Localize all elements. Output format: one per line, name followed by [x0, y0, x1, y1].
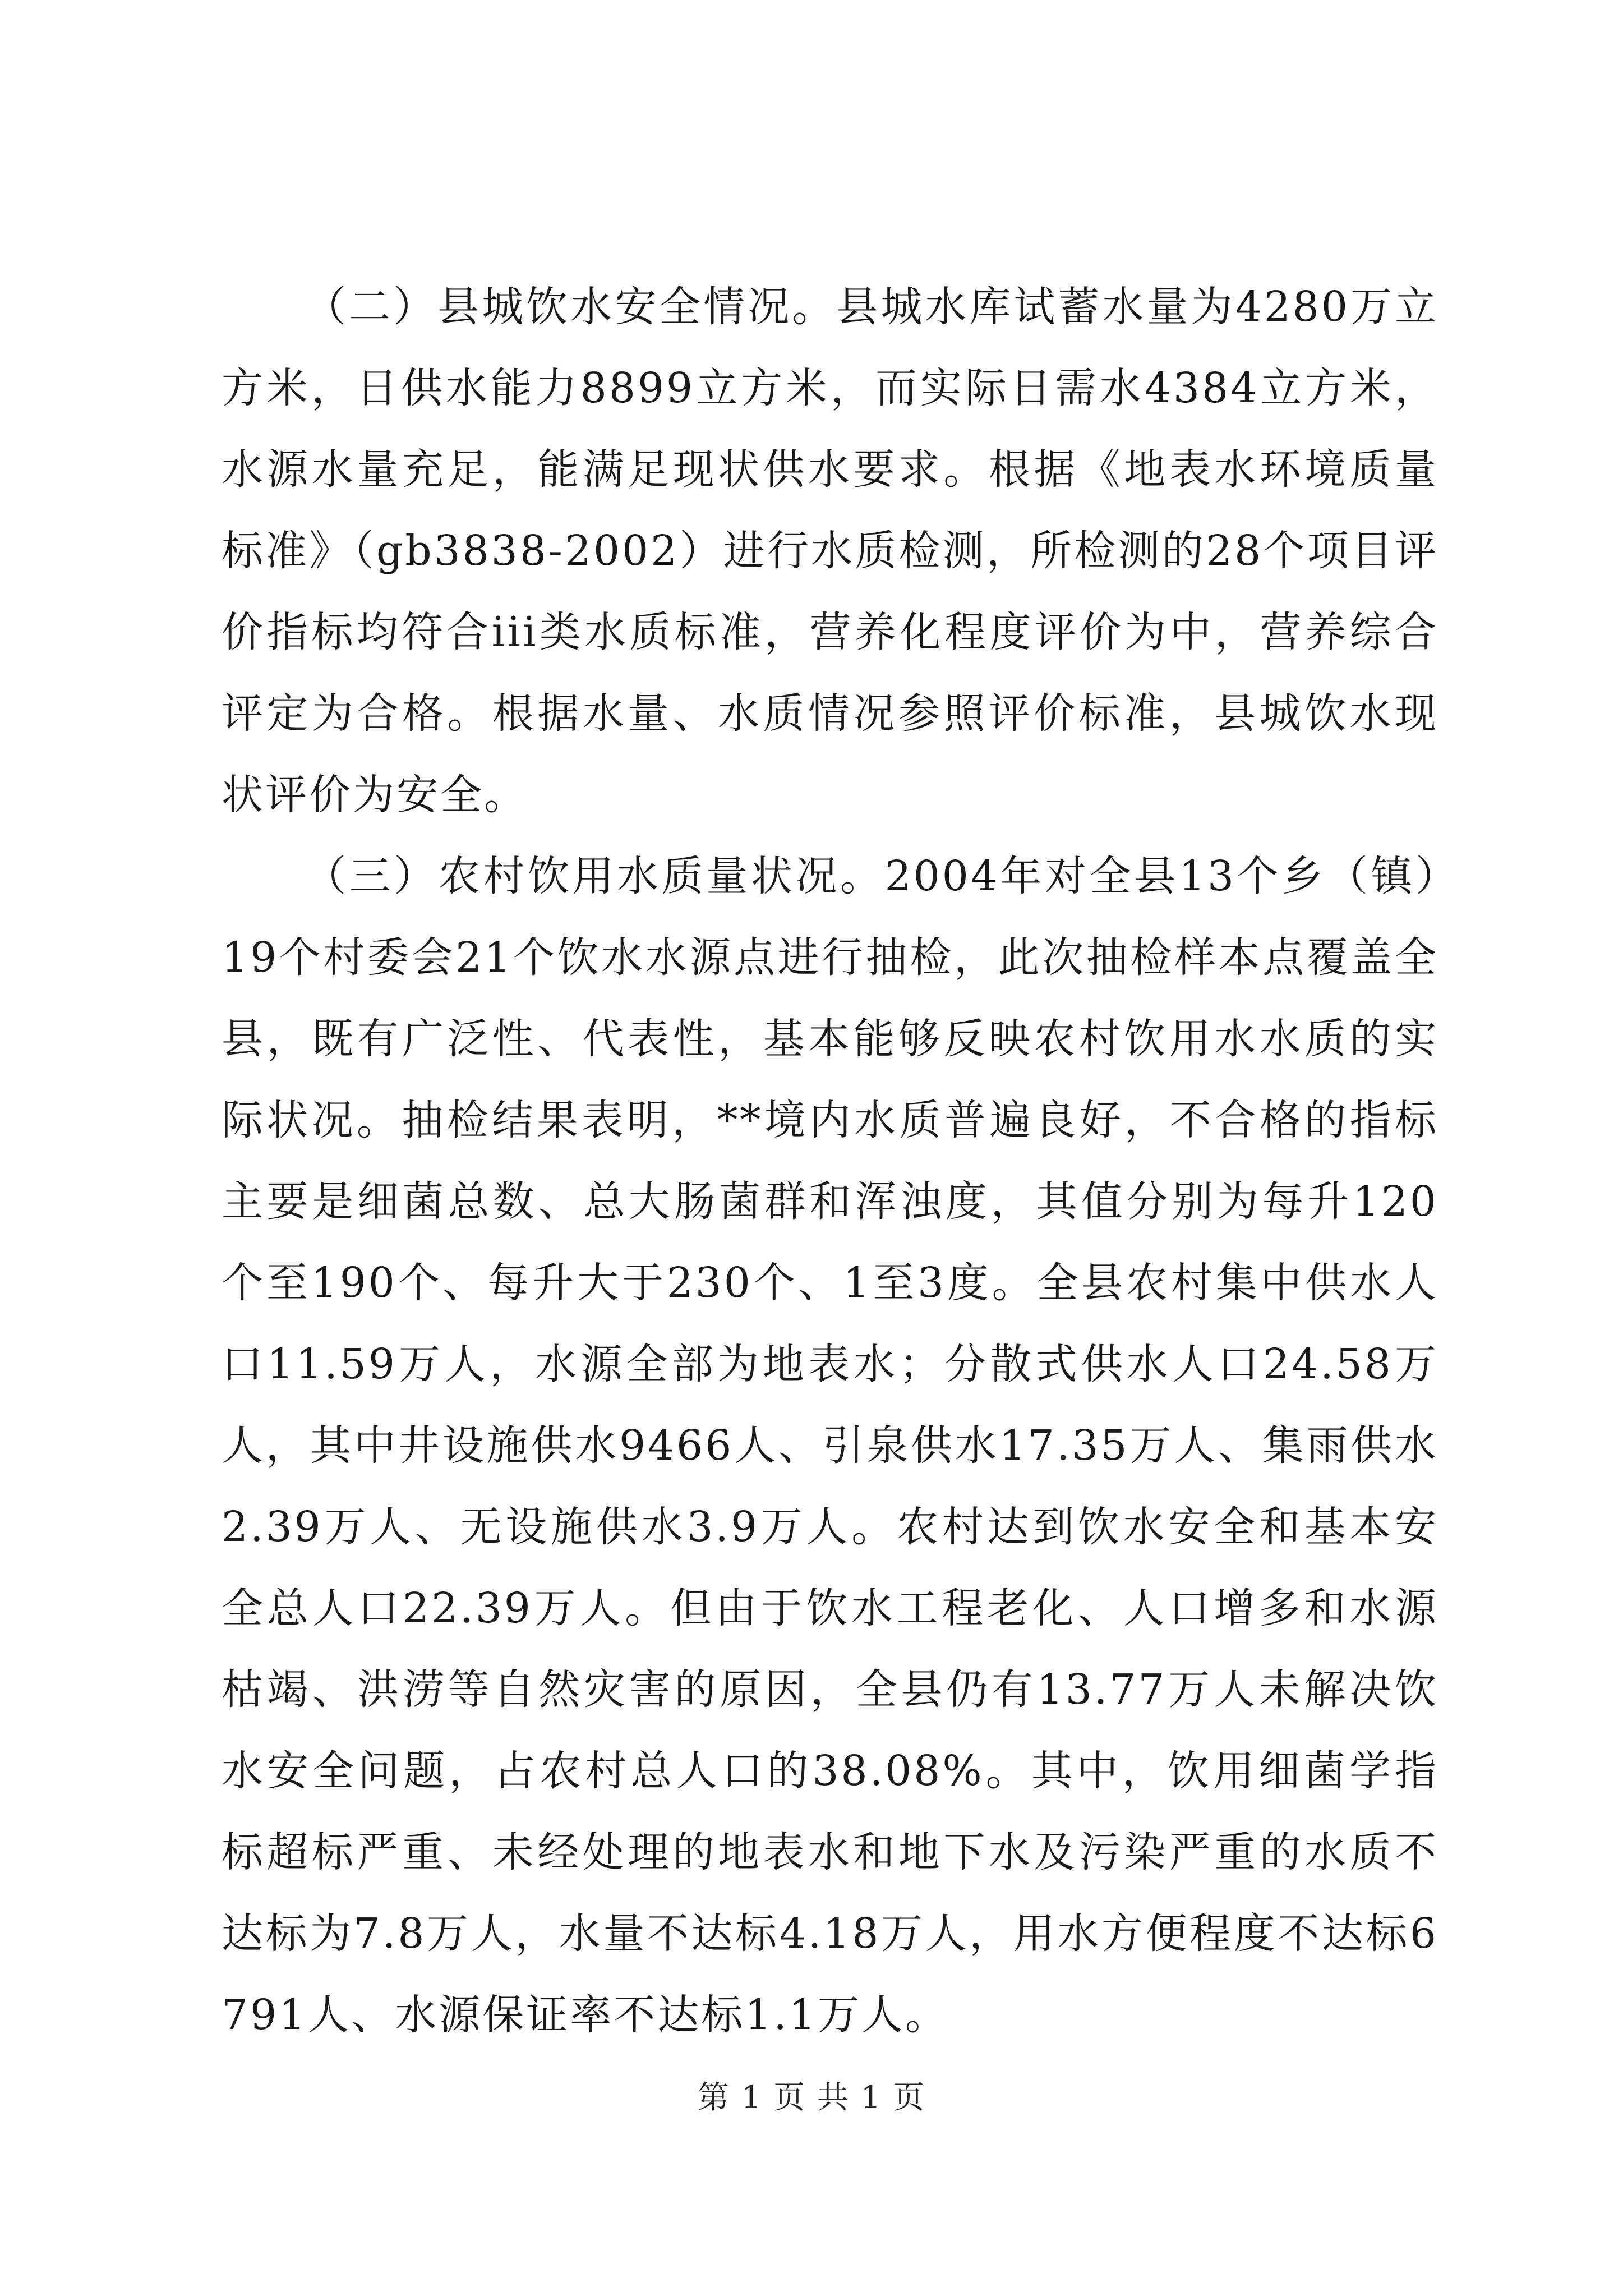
page-number-footer: 第 1 页 共 1 页 — [697, 2079, 926, 2116]
paragraph-county-water-safety: （二）县城饮水安全情况。县城水库试蓄水量为4280万立方米，日供水能力8899立方米，而实际日需水4384立方米，水源水量充足，能满足现状供水要求。根据《地表水环境质量标准》（gb3838-2002）进行水质检测，所检测的28个项目评价指标均符合iii类水质标准，营养化程度评价为中，营养综合评定为合格。根据水量、水质情况参照评价标准，县城饮水现状评价为安全。 — [222, 283, 1438, 819]
document-body — [222, 266, 1438, 2056]
paragraph-rural-water-quality: （三）农村饮用水质量状况。2004年对全县13个乡（镇）19个村委会21个饮水水源点进行抽检，此次抽检样本点覆盖全县，既有广泛性、代表性，基本能够反映农村饮用水水质的实际状况。抽检结果表明，**境内水质普遍良好，不合格的指标主要是细菌总数、总大肠菌群和浑浊度，其值分别为每升120个至190个、每升大于230个、1至3度。全县农村集中供水人口11.59万人，水源全部为地表水；分散式供水人口24.58万人，其中井设施供水9466人、引泉供水17.35万人、集雨供水2.39万人、无设施供水3.9万人。农村达到饮水安全和基本安全总人口22.39万人。但由于饮水工程老化、人口增多和水源枯竭、洪涝等自然灾害的原因，全县仍有13.77万人未解决饮水安全问题，占农村总人口的38.08%。其中，饮用细菌学指标超标严重、未经处理的地表水和地下水及污染严重的水质不达标为7.8万人，水量不达标4.18万人，用水方便程度不达标6791人、水源保证率不达标1.1万人。 — [222, 852, 1438, 2039]
